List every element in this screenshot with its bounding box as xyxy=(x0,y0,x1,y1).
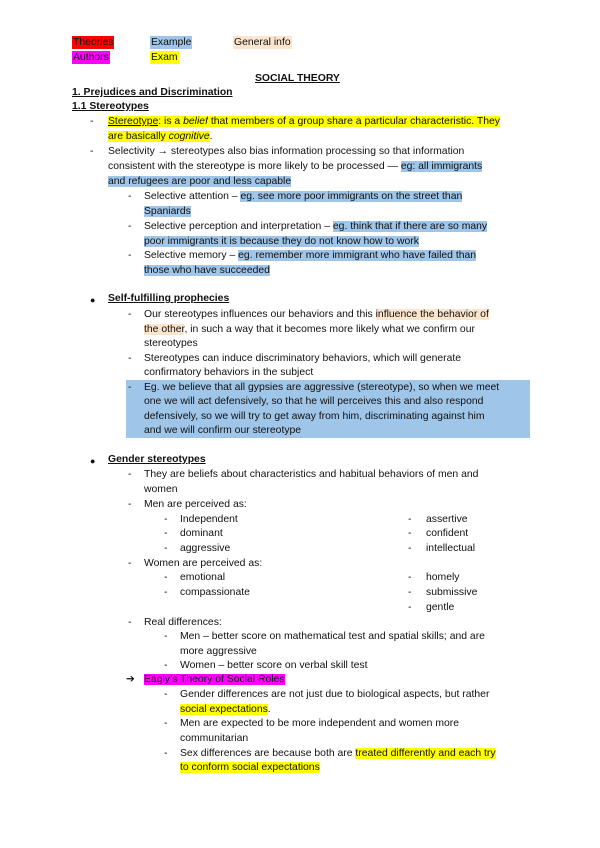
real-differences-label: Real differences: xyxy=(144,617,222,628)
dash-bullet: - xyxy=(164,689,168,700)
dash-bullet: - xyxy=(164,587,168,598)
women-trait: compassionate xyxy=(180,587,250,598)
legend-exam: Exam xyxy=(151,52,178,63)
dash-bullet: - xyxy=(128,499,132,510)
selectivity-line1: Selectivity → stereotypes also bias information processing so that information xyxy=(108,146,465,157)
sfp-example-line2: one we will act defensively, so that he will perceives this and also respond xyxy=(144,396,484,407)
men-trait: dominant xyxy=(180,528,223,539)
selective-perception-line2: poor immigrants it is because they do not know how to work xyxy=(144,236,419,247)
legend-general-info: General info xyxy=(234,37,291,48)
dash-bullet: - xyxy=(408,528,412,539)
dash-bullet: - xyxy=(128,353,132,364)
selective-memory-line1: Selective memory – eg. remember more immigrant who have failed than xyxy=(144,250,477,261)
dash-bullet: - xyxy=(408,602,412,613)
men-trait: Independent xyxy=(180,514,238,525)
men-trait: aggressive xyxy=(180,543,231,554)
eagly-line6: to conform social expectations xyxy=(180,762,320,773)
women-label: Women are perceived as: xyxy=(144,558,263,569)
gender-line1: They are beliefs about characteristics and habitual behaviors of men and xyxy=(144,469,479,480)
selective-memory-line2: those who have succeeded xyxy=(144,265,270,276)
gender-line2: women xyxy=(144,484,178,495)
sfp-heading: Self-fulfilling prophecies xyxy=(108,293,230,304)
selectivity-line3: and refugees are poor and less capable xyxy=(108,176,292,187)
sfp-example-line3: defensively, so we will try to get away from him, discriminating against him xyxy=(144,411,485,422)
eagly-line2: social expectations. xyxy=(180,704,271,715)
sfp-line2: the other, in such a way that it becomes more likely what we confirm our xyxy=(144,324,475,335)
men-trait: confident xyxy=(426,528,469,539)
dash-bullet: - xyxy=(128,617,132,628)
eagly-line4: communitarian xyxy=(180,733,249,744)
real-differences-women: Women – better score on verbal skill test xyxy=(180,660,368,671)
dash-bullet: - xyxy=(408,572,412,583)
dash-bullet: - xyxy=(408,514,412,525)
dash-bullet: - xyxy=(164,718,168,729)
stereotype-definition-line2: are basically cognitive. xyxy=(108,131,213,142)
men-label: Men are perceived as: xyxy=(144,499,247,510)
dash-bullet: - xyxy=(128,469,132,480)
legend-example: Example xyxy=(151,37,192,48)
sfp-line1: Our stereotypes influences our behaviors and this influence the behavior of xyxy=(144,309,489,320)
dash-bullet: - xyxy=(164,660,168,671)
dash-bullet: - xyxy=(128,191,132,202)
selective-attention-line1: Selective attention – eg. see more poor immigrants on the street than xyxy=(144,191,463,202)
round-bullet-icon: ● xyxy=(90,295,96,305)
dash-bullet: - xyxy=(128,221,132,232)
dash-bullet: - xyxy=(128,558,132,569)
page-title: SOCIAL THEORY xyxy=(255,73,340,84)
selective-perception-line1: Selective perception and interpretation – eg. think that if there are so many xyxy=(144,221,488,232)
men-trait: intellectual xyxy=(426,543,476,554)
sfp-line4: Stereotypes can induce discriminatory behaviors, which will generate xyxy=(144,353,462,364)
dash-bullet: - xyxy=(408,543,412,554)
legend-theories: Theories xyxy=(73,37,114,48)
stereotype-definition-line1: Stereotype: is a belief that members of a group share a particular characteristic. They xyxy=(108,116,500,127)
dash-bullet: - xyxy=(164,631,168,642)
dash-bullet: - xyxy=(128,250,132,261)
sfp-example-line1: Eg. we believe that all gypsies are aggressive (stereotype), so when we meet xyxy=(144,382,500,393)
eagly-line1: Gender differences are not just due to biological aspects, but rather xyxy=(180,689,490,700)
men-trait: assertive xyxy=(426,514,468,525)
dash-bullet: - xyxy=(90,146,94,157)
dash-bullet: - xyxy=(90,116,94,127)
selective-attention-line2: Spaniards xyxy=(144,206,191,217)
dash-bullet: - xyxy=(164,514,168,525)
eagly-theory-heading: Eagly’s Theory of Social Roles xyxy=(144,674,285,685)
sfp-line5: confirmatory behaviors in the subject xyxy=(144,367,314,378)
women-trait: emotional xyxy=(180,572,226,583)
gender-heading: Gender stereotypes xyxy=(108,454,206,465)
dash-bullet: - xyxy=(128,382,132,393)
women-trait: homely xyxy=(426,572,460,583)
sfp-example-line4: and we will confirm our stereotype xyxy=(144,425,302,436)
dash-bullet: - xyxy=(164,748,168,759)
arrow-right-icon: ➔ xyxy=(126,674,135,685)
women-trait: gentle xyxy=(426,602,455,613)
eagly-line5: Sex differences are because both are treated differently and each try xyxy=(180,748,496,759)
section-heading-1-1: 1.1 Stereotypes xyxy=(72,101,149,112)
real-differences-men-line2: more aggressive xyxy=(180,646,257,657)
section-heading-1: 1. Prejudices and Discrimination xyxy=(72,87,233,98)
dash-bullet: - xyxy=(408,587,412,598)
dash-bullet: - xyxy=(128,309,132,320)
women-trait: submissive xyxy=(426,587,478,598)
dash-bullet: - xyxy=(164,543,168,554)
legend-authors: Authors xyxy=(73,52,109,63)
eagly-line3: Men are expected to be more independent and women more xyxy=(180,718,459,729)
real-differences-men-line1: Men – better score on mathematical test and spatial skills; and are xyxy=(180,631,485,642)
selectivity-line2: consistent with the stereotype is more likely to be processed — eg: all immigrants xyxy=(108,161,483,172)
dash-bullet: - xyxy=(164,528,168,539)
round-bullet-icon: ● xyxy=(90,456,96,466)
dash-bullet: - xyxy=(164,572,168,583)
sfp-line3: stereotypes xyxy=(144,338,198,349)
